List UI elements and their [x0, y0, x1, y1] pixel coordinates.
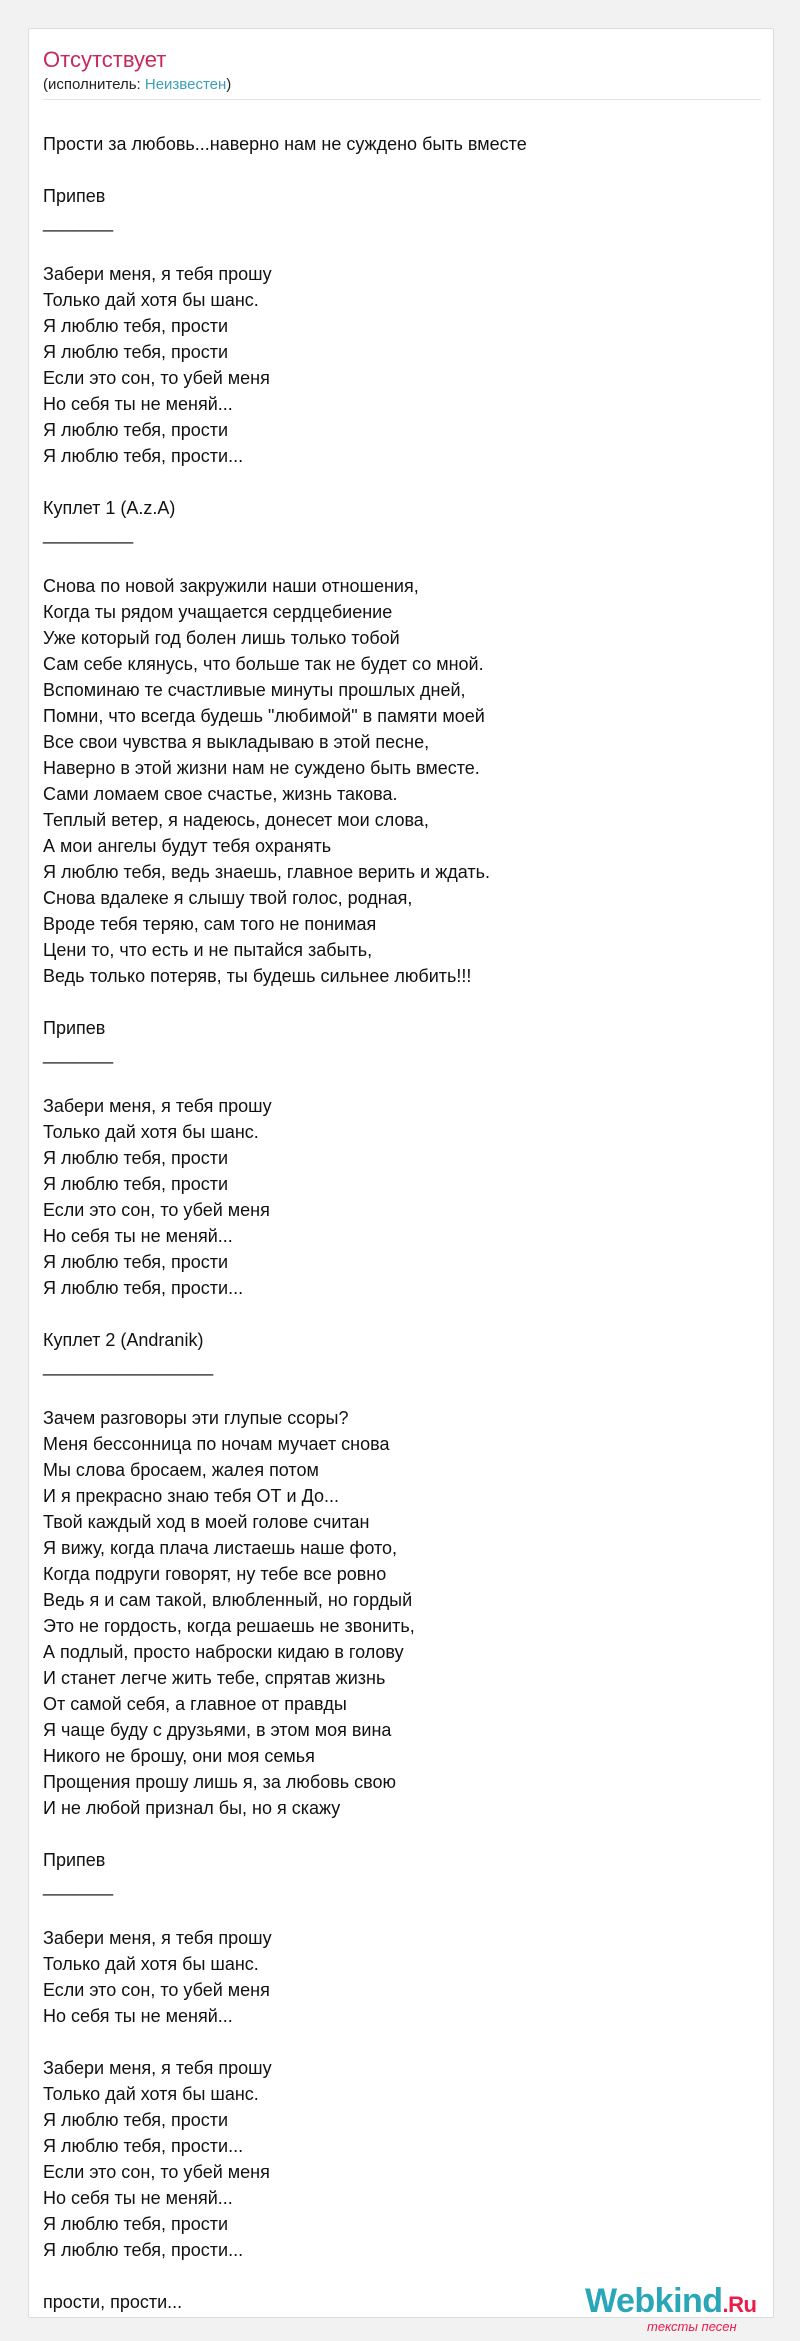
lyric-line: Уже который год болен лишь только тобой	[43, 628, 400, 648]
lyric-line: Забери меня, я тебя прошу	[43, 1928, 272, 1948]
lyric-line: Я вижу, когда плача листаешь наше фото,	[43, 1538, 397, 1558]
artist-suffix: )	[226, 76, 232, 93]
lyric-line: Ведь я и сам такой, влюбленный, но гордый	[43, 1590, 413, 1610]
lyric-line: Припев	[43, 1018, 106, 1038]
lyric-line	[43, 547, 527, 573]
lyric-line: Мы слова бросаем, жалея потом	[43, 1460, 319, 1480]
lyric-line	[43, 469, 527, 495]
lyric-line: Я люблю тебя, прости	[43, 342, 229, 362]
lyric-line: Наверно в этой жизни нам не суждено быть вместе.	[43, 758, 480, 778]
lyric-line: От самой себя, а главное от правды	[43, 1694, 347, 1714]
lyric-line: Я люблю тебя, прости...	[43, 2136, 244, 2156]
lyric-line: _______	[43, 1876, 114, 1896]
lyric-line: Если это сон, то убей меня	[43, 1980, 270, 2000]
lyric-line	[43, 1821, 527, 1847]
lyric-line: Забери меня, я тебя прошу	[43, 1096, 272, 1116]
lyric-line: _______	[43, 1044, 114, 1064]
artist-prefix: (исполнитель:	[43, 76, 145, 93]
lyric-line	[43, 1301, 527, 1327]
lyric-line: Но себя ты не меняй...	[43, 2188, 233, 2208]
lyric-line: Я люблю тебя, прости	[43, 2110, 229, 2130]
lyric-line	[43, 157, 527, 183]
lyric-line: Никого не брошу, они моя семья	[43, 1746, 315, 1766]
lyric-line: А мои ангелы будут тебя охранять	[43, 836, 332, 856]
lyric-line: Забери меня, я тебя прошу	[43, 264, 272, 284]
lyric-line: Забери меня, я тебя прошу	[43, 2058, 272, 2078]
lyric-line: И станет легче жить тебе, спрятав жизнь	[43, 1668, 386, 1688]
lyric-line: Я люблю тебя, прости...	[43, 1278, 244, 1298]
lyric-line: Я люблю тебя, прости	[43, 1148, 229, 1168]
logo-brand: Webkind	[585, 2282, 723, 2320]
lyric-line: Если это сон, то убей меня	[43, 1200, 270, 1220]
lyric-line: Прости за любовь...наверно нам не суждено быть вместе	[43, 134, 527, 154]
lyric-line: Я люблю тебя, прости...	[43, 2240, 244, 2260]
lyric-line: Только дай хотя бы шанс.	[43, 290, 259, 310]
lyric-line: Я чаще буду с друзьями, в этом моя вина	[43, 1720, 392, 1740]
lyric-line	[43, 989, 527, 1015]
lyric-line: Но себя ты не меняй...	[43, 2006, 233, 2026]
lyric-line: Ведь только потеряв, ты будешь сильнее любить!!!	[43, 966, 472, 986]
lyric-line	[43, 2263, 527, 2289]
lyric-line: И не любой признал бы, но я скажу	[43, 1798, 341, 1818]
lyric-line: Куплет 1 (A.z.A)	[43, 498, 176, 518]
lyric-line: Все свои чувства я выкладываю в этой песне,	[43, 732, 430, 752]
lyric-line: Когда подруги говорят, ну тебе все ровно	[43, 1564, 387, 1584]
lyric-line: Я люблю тебя, прости	[43, 420, 229, 440]
lyric-line: Теплый ветер, я надеюсь, донесет мои слова,	[43, 810, 429, 830]
lyric-line: Только дай хотя бы шанс.	[43, 1122, 259, 1142]
lyric-line: Я люблю тебя, прости	[43, 2214, 229, 2234]
lyric-line: Помни, что всегда будешь "любимой" в памяти моей	[43, 706, 485, 726]
lyric-line: Снова вдалеке я слышу твой голос, родная,	[43, 888, 413, 908]
lyric-line: Снова по новой закружили наши отношения,	[43, 576, 419, 596]
lyrics-text	[43, 131, 527, 2315]
logo-suffix: .Ru	[722, 2292, 757, 2317]
lyric-line: Припев	[43, 1850, 106, 1870]
lyric-line: Если это сон, то убей меня	[43, 368, 270, 388]
webkind-logo	[585, 2281, 775, 2341]
lyric-line: Но себя ты не меняй...	[43, 394, 233, 414]
logo-tagline: тексты песен	[647, 2319, 737, 2334]
header-divider	[43, 99, 761, 100]
lyric-line: _______	[43, 212, 114, 232]
lyric-line: Когда ты рядом учащается сердцебиение	[43, 602, 393, 622]
lyric-line: Я люблю тебя, прости	[43, 316, 229, 336]
lyric-line: Только дай хотя бы шанс.	[43, 1954, 259, 1974]
lyric-line: Зачем разговоры эти глупые ссоры?	[43, 1408, 349, 1428]
lyric-line: И я прекрасно знаю тебя ОТ и До...	[43, 1486, 339, 1506]
lyric-line: Вспоминаю те счастливые минуты прошлых дней,	[43, 680, 466, 700]
lyric-line: Прощения прошу лишь я, за любовь свою	[43, 1772, 397, 1792]
lyric-line: Сам себе клянусь, что больше так не будет со мной.	[43, 654, 484, 674]
lyric-line: Я люблю тебя, прости	[43, 1252, 229, 1272]
lyric-line: Только дай хотя бы шанс.	[43, 2084, 259, 2104]
lyrics-card	[28, 28, 774, 2334]
lyric-line: Если это сон, то убей меня	[43, 2162, 270, 2182]
lyric-line: Сами ломаем свое счастье, жизнь такова.	[43, 784, 398, 804]
lyric-line: Но себя ты не меняй...	[43, 1226, 233, 1246]
lyric-line: Вроде тебя теряю, сам того не понимая	[43, 914, 377, 934]
lyric-line: _________________	[43, 1356, 214, 1376]
lyric-line	[43, 1379, 527, 1405]
lyric-line: Я люблю тебя, прости	[43, 1174, 229, 1194]
lyric-line: Я люблю тебя, ведь знаешь, главное верить и ждать.	[43, 862, 491, 882]
lyric-line: прости, прости...	[43, 2292, 183, 2312]
lyric-line: Твой каждый ход в моей голове считан	[43, 1512, 370, 1532]
lyric-line	[43, 1899, 527, 1925]
lyric-line	[43, 2029, 527, 2055]
lyric-line: Меня бессонница по ночам мучает снова	[43, 1434, 390, 1454]
lyric-line: Цени то, что есть и не пытайся забыть,	[43, 940, 373, 960]
song-title: Отсутствует	[43, 47, 167, 72]
artist-link[interactable]: Неизвестен	[144, 76, 227, 93]
lyric-line	[43, 235, 527, 261]
lyric-line: _________	[43, 524, 134, 544]
lyric-line	[43, 1067, 527, 1093]
lyric-line: Припев	[43, 186, 106, 206]
lyric-line: Это не гордость, когда решаешь не звонить,	[43, 1616, 415, 1636]
artist-line	[43, 75, 231, 95]
lyric-line: Я люблю тебя, прости...	[43, 446, 244, 466]
lyric-line: Куплет 2 (Andranik)	[43, 1330, 204, 1350]
lyric-line: А подлый, просто наброски кидаю в голову	[43, 1642, 404, 1662]
